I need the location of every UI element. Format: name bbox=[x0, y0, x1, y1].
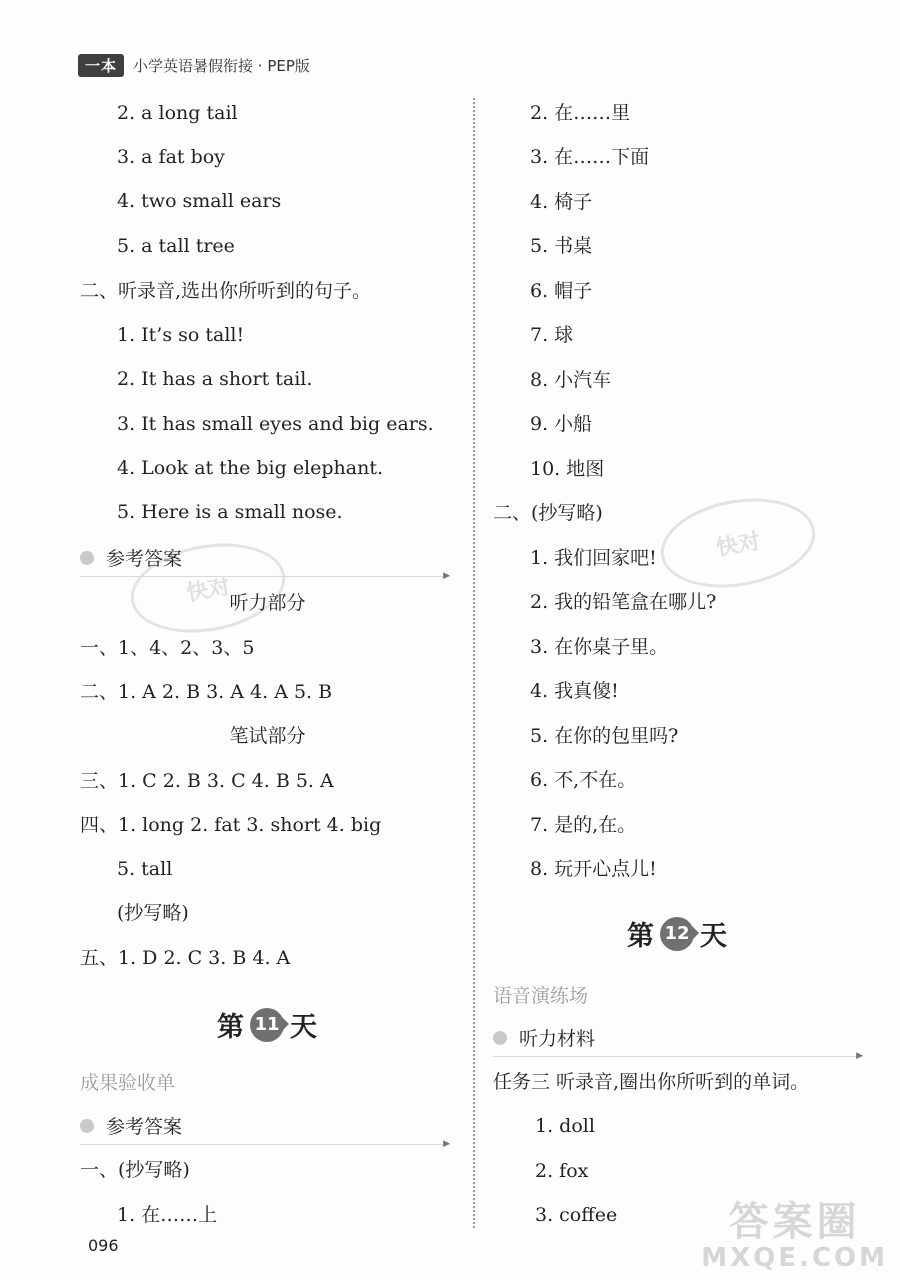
section-label: 听力材料 bbox=[519, 1028, 596, 1050]
list-item: 3. 在你桌子里。 bbox=[530, 636, 669, 658]
bullet-dot-icon bbox=[493, 1031, 507, 1045]
list-item: 3. 在……下面 bbox=[530, 146, 650, 168]
day-prefix: 第 bbox=[217, 1012, 244, 1043]
listening-heading: 听力部分 bbox=[229, 592, 306, 614]
list-item: 1. 在……上 bbox=[117, 1204, 218, 1226]
list-item: 1. doll bbox=[535, 1115, 595, 1137]
list-item: 3. It has small eyes and big ears. bbox=[117, 413, 434, 435]
list-item: 5. Here is a small nose. bbox=[117, 501, 343, 523]
watermark-line: MXQE.COM bbox=[701, 1243, 888, 1273]
day-number-badge: 12 bbox=[660, 917, 694, 951]
section-subheading: 成果验收单 bbox=[80, 1072, 176, 1094]
answer-line: 五、1. D 2. C 3. B 4. A bbox=[80, 947, 291, 969]
list-item: 4. two small ears bbox=[117, 190, 282, 212]
task-title: 任务三 听录音,圈出你所听到的单词。 bbox=[493, 1071, 810, 1093]
writing-heading: 笔试部分 bbox=[229, 725, 306, 747]
list-item: 1. 我们回家吧! bbox=[530, 547, 657, 569]
section-label: 参考答案 bbox=[106, 1116, 183, 1138]
answer-line: 三、1. C 2. B 3. C 4. B 5. A bbox=[80, 770, 334, 792]
column-divider bbox=[473, 98, 475, 1228]
section-subheading: 语音演练场 bbox=[493, 985, 589, 1007]
day-11-heading bbox=[217, 1005, 317, 1044]
day-suffix: 天 bbox=[290, 1012, 317, 1043]
list-item: 6. 不,不在。 bbox=[530, 769, 637, 791]
question-title: 二、听录音,选出你所听到的句子。 bbox=[80, 280, 372, 302]
section-rule bbox=[80, 1144, 450, 1145]
list-item: 2. 在……里 bbox=[530, 102, 631, 124]
list-item: 4. Look at the big elephant. bbox=[117, 457, 384, 479]
answer-line: 二、1. A 2. B 3. A 4. A 5. B bbox=[80, 681, 333, 703]
watermark-stamp: 快对 bbox=[124, 532, 293, 644]
arrow-icon: ▶ bbox=[856, 1051, 863, 1061]
day-suffix: 天 bbox=[700, 921, 727, 952]
list-item: 4. 我真傻! bbox=[530, 680, 619, 702]
section-answers bbox=[80, 544, 450, 581]
section-rule bbox=[493, 1056, 863, 1057]
list-item: 8. 玩开心点儿! bbox=[530, 858, 657, 880]
list-item: 8. 小汽车 bbox=[530, 369, 612, 391]
list-item: 7. 球 bbox=[530, 324, 574, 346]
list-item: 3. a fat boy bbox=[117, 146, 225, 168]
bullet-dot-icon bbox=[80, 1119, 94, 1133]
list-item: 10. 地图 bbox=[530, 458, 605, 480]
day-number-badge: 11 bbox=[250, 1008, 284, 1042]
list-item: 1. It’s so tall! bbox=[117, 324, 245, 346]
answer-line: 四、1. long 2. fat 3. short 4. big bbox=[80, 814, 382, 836]
section-listening-material bbox=[493, 1024, 863, 1061]
list-item: 5. 书桌 bbox=[530, 235, 593, 257]
list-item: 4. 椅子 bbox=[530, 191, 593, 213]
section-answers bbox=[80, 1112, 450, 1149]
list-item: 6. 帽子 bbox=[530, 280, 593, 302]
answer-line: 一、(抄写略) bbox=[80, 1159, 190, 1181]
arrow-icon: ▶ bbox=[443, 1139, 450, 1149]
section-rule bbox=[80, 576, 450, 577]
question-title: 二、(抄写略) bbox=[493, 502, 603, 524]
list-item: 2. It has a short tail. bbox=[117, 368, 313, 390]
list-item: 5. a tall tree bbox=[117, 235, 235, 257]
book-title: 小学英语暑假衔接 · PEP版 bbox=[133, 56, 310, 75]
page-header bbox=[78, 52, 310, 78]
list-item: 2. 我的铅笔盒在哪儿? bbox=[530, 591, 717, 613]
bullet-dot-icon bbox=[80, 551, 94, 565]
list-item: 5. 在你的包里吗? bbox=[530, 725, 679, 747]
list-item: 9. 小船 bbox=[530, 413, 593, 435]
answer-line: (抄写略) bbox=[117, 902, 189, 924]
section-label: 参考答案 bbox=[106, 548, 183, 570]
answer-line: 一、1、4、2、3、5 bbox=[80, 637, 255, 659]
brand-logo: 一本 bbox=[78, 54, 124, 77]
day-prefix: 第 bbox=[627, 921, 654, 952]
answer-line: 5. tall bbox=[117, 858, 173, 880]
list-item: 2. fox bbox=[535, 1160, 589, 1182]
watermark-logo bbox=[701, 1200, 888, 1272]
list-item: 7. 是的,在。 bbox=[530, 814, 637, 836]
arrow-icon: ▶ bbox=[443, 571, 450, 581]
list-item: 2. a long tail bbox=[117, 102, 238, 124]
page-number: 096 bbox=[88, 1236, 119, 1255]
list-item: 3. coffee bbox=[535, 1204, 618, 1226]
watermark-stamp: 快对 bbox=[654, 487, 823, 599]
watermark-line: 答案圈 bbox=[728, 1199, 861, 1245]
day-12-heading bbox=[627, 914, 727, 953]
